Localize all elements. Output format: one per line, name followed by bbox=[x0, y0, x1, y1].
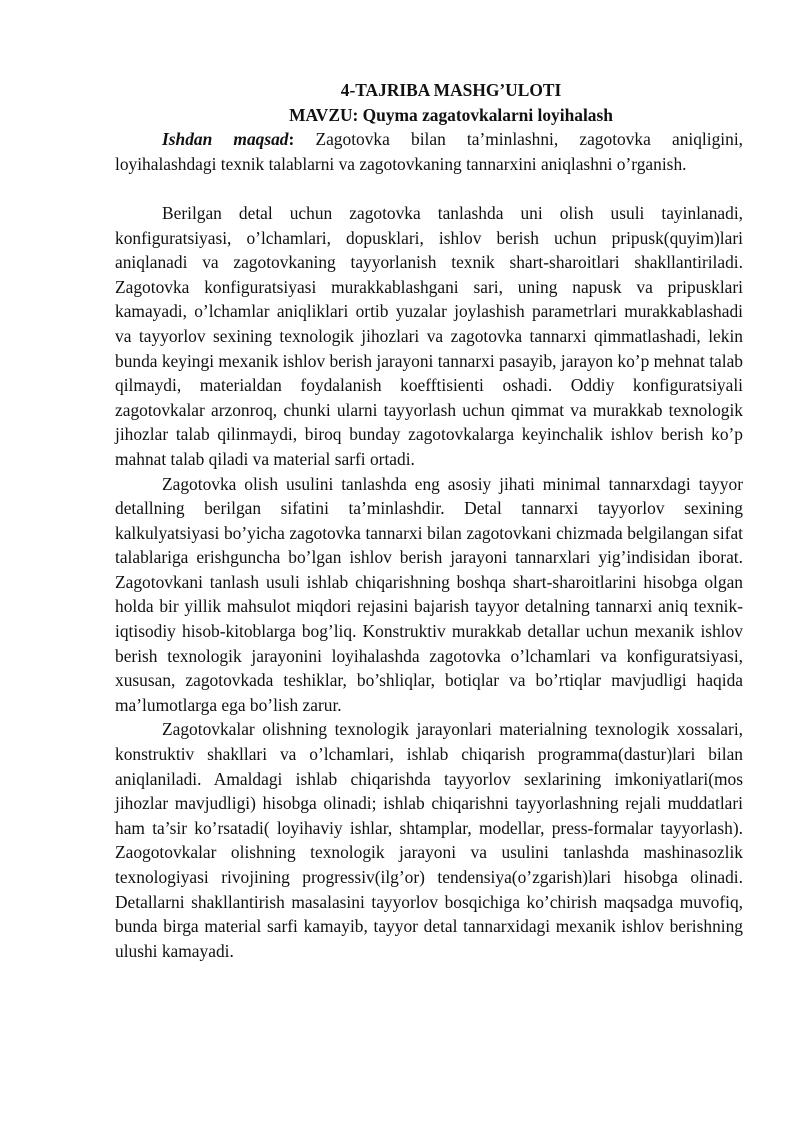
goal-paragraph bbox=[115, 127, 743, 176]
body-paragraph-3: Zagotovkalar olishning texnologik jarayonlari materialning texnologik xossalari, konstruktiv shakllari va o’lchamlari, ishlab chiqarish programma(dastur)lari bilan aniqlaniladi. Amaldagi ishlab chiqarishda tayyorlov sexlarining imkoniyatlari(mos jihozlar mavjudligi) hisobga olinadi; ishlab chiqarishni tayyorlashning rejali muddatlari ham ta’sir ko’rsatadi( loyihaviy ishlar, shtamplar, modellar, press-formalar tayyorlash). Zaogotovkalar olishning texnologik jarayoni va usulini tanlashda mashinasozlik texnologiyasi rivojining progressiv(ilg’or) tendensiya(o’zgarish)lari hisobga olinadi. Detallarni shakllantirish masalasini tayyorlov bosqichiga ko’chirish maqsadga muvofiq, bunda birga material sarfi kamayib, tayyor detal tannarxidagi mexanik ishlov berishning ulushi kamayadi. bbox=[115, 719, 743, 961]
goal-text: Zagotovka bilan ta’minlashni, zagotovka aniqligini, loyihalashdagi texnik talablarni va zagotovkaning tannarxini aniqlashni o’rganish. bbox=[115, 129, 743, 174]
body-paragraph-2: Zagotovka olish usulini tanlashda eng asosiy jihati minimal tannarxdagi tayyor detallning berilgan sifatini ta’minlashdir. Detal tannarxi tayyorlov sexining kalkulyatsiyasi bo’yicha zagotovka tannarxi bilan zagotovkani chizmada belgilangan sifat talablariga erishguncha bo’lgan ishlov berish jarayoni tannarxlari yig’indisidan iborat. Zagotovkani tanlash usuli ishlab chiqarishning boshqa shart-sharoitlarini hisobga olgan holda bir yillik mahsulot miqdori rejasini bajarish tayyor detalning tannarxi aniq texnik-iqtisodiy hisob-kitoblarga bog’liq. Konstruktiv murakkab detallar uchun mexanik ishlov berish texnologik jarayonini loyihalashda zagotovka o’lchamlari va konfiguratsiyasi, xususan, zagotovkada teshiklar, bo’shliqlar, botiqlar va bo’rtiqlar mavjudligi haqida ma’lumotlarga ega bo’lish zarur. bbox=[115, 473, 743, 715]
document-topic: MAVZU: Quyma zagatovkalarni loyihalash bbox=[289, 104, 613, 125]
goal-colon: : bbox=[288, 129, 295, 150]
document-heading: 4-TAJRIBA MASHG’ULOTI bbox=[340, 80, 562, 100]
goal-label: Ishdan maqsad bbox=[162, 129, 289, 150]
document-page bbox=[115, 78, 743, 963]
body-paragraph-1: Berilgan detal uchun zagotovka tanlashda uni olish usuli tayinlanadi, konfiguratsiyasi, o’lchamlari, dopusklari, ishlov berish uchun pripusk(quyim)lari aniqlanadi va zagotovkaning tayyorlanish texnik shart-sharoitlari shakllantiriladi. Zagotovka konfiguratsiyasi murakkablashgani sari, uning napusk va pripusklari kamayadi, o’lchamlar aniqliklari ortib yuzalar joylashish parametrlari murakkablashadi va tayyorlov sexining texnologik jihozlari va zagotovka tannarxi qimmatlashadi, lekin bunda keyingi mexanik ishlov berish jarayoni tannarxi pasayib, jarayon ko’p mehnat talab qilmaydi, materialdan foydalanish koefftisienti oshadi. Oddiy konfiguratsiyali zagotovkalar arzonroq, chunki ularni tayyorlash uchun qimmat va murakkab texnologik jihozlar talab qilinmaydi, biroq bunday zagotovkalarga keyinchalik ishlov berish ko’p mahnat talab qiladi va material sarfi ortadi. bbox=[115, 202, 743, 469]
paragraph-spacer bbox=[115, 176, 743, 201]
